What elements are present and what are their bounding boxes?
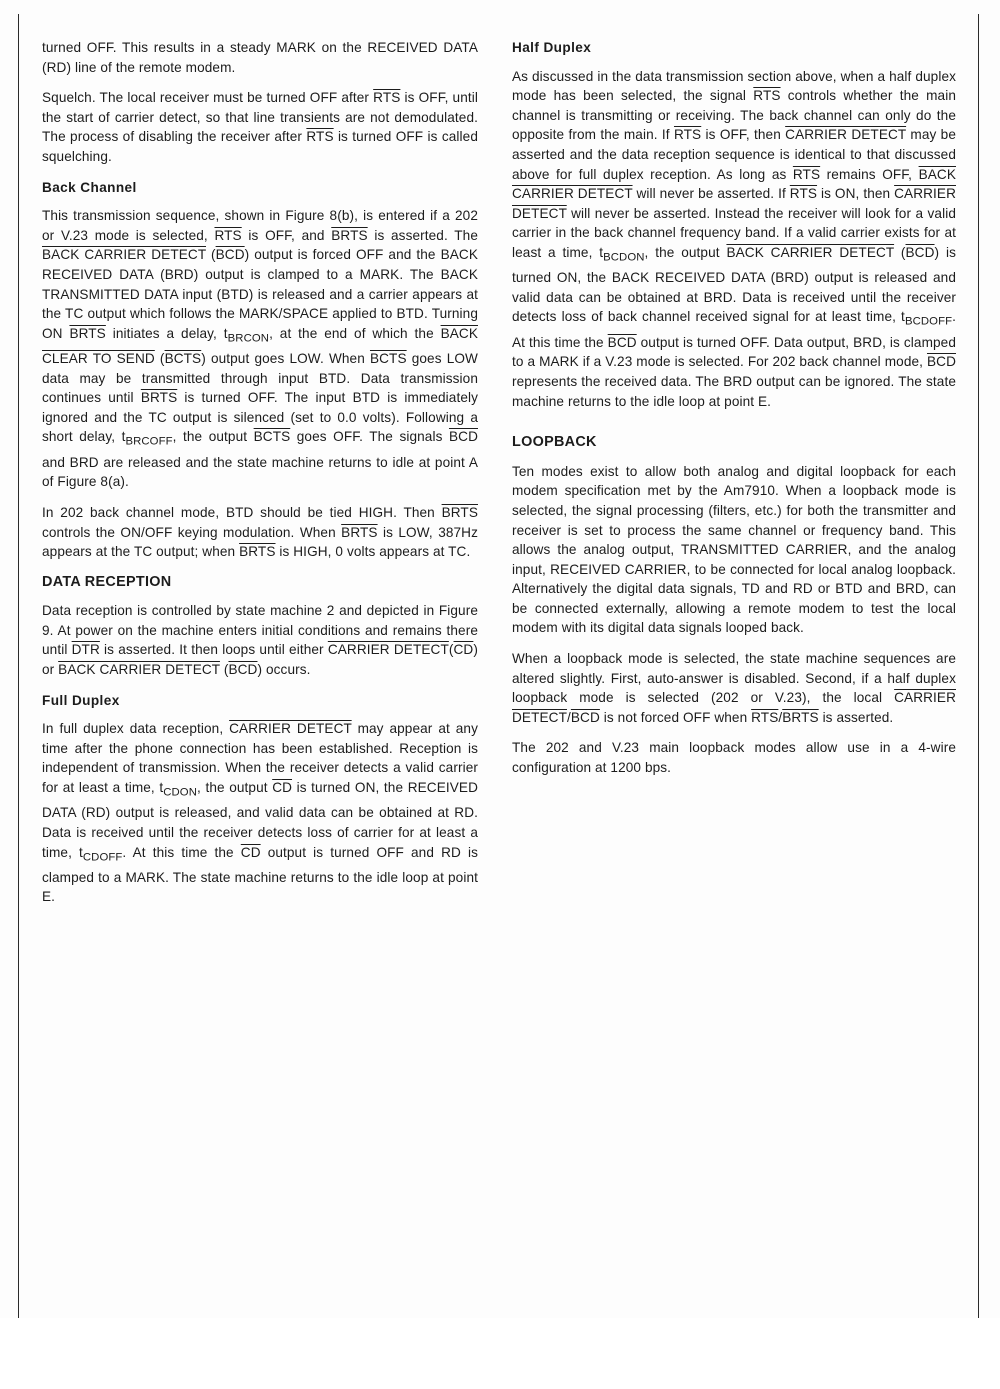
paragraph-squelch: Squelch. The local receiver must be turned OFF after $\overline{RTS}$ is OFF, until the start of carrier detect, so that line transients are not demodulated. The process of disabling the receiver after $\overline{RTS}$ is turned OFF is called squelching. <box>42 90 478 164</box>
paragraph-202-back-channel-mode: In 202 back channel mode, BTD should be tied HIGH. Then BRTS controls the ON/OFF keying modulation. When BRTS is LOW, 387Hz appears at the TC output; when BRTS is HIGH, 0 volts appears at TC. <box>42 504 478 560</box>
paragraph-loopback-sequences: When a loopback mode is selected, the state machine sequences are altered slightly. First, auto-answer is disabled. Second, if a half duplex loopback mode is selected (202 or V.23), the local CARRIER DETECT/$\overline{BCD}$ is not forced OFF when $\overline{RTS}$/BRTS is asserted. <box>512 651 956 725</box>
paragraph-data-reception: Data reception is controlled by state machine 2 and depicted in Figure 9. At power on the machine enters initial conditions and remains there until $\overline{DTR}$ is asserted. It then loops until either CARRIER $DETECT(\overline{CD})$ or BACK CARRIER DETECT $(\overline{BCD})$ occurs. <box>42 603 478 678</box>
left-column <box>42 38 478 918</box>
paragraph-full-duplex: In full duplex data reception, CARRIER DETECT may appear at any time after the phone connection has been established. Reception is independent of transmission. When the receiver detects a valid carrier for at least a time, $t_{CDON}$, the output $\overline{CD}$ is turned ON, the RECEIVED DATA (RD) output is released, and valid data can be obtained at RD. Data is received until the receiver detects loss of carrier for at least a time, $t_{CDOFF}$. At this time the $\overline{CD}$ output is turned OFF and RD is clamped to a MARK. The state machine returns to the idle loop at point E. <box>42 721 478 905</box>
heading-half-duplex: Half Duplex <box>512 40 592 55</box>
right-column <box>512 38 956 789</box>
heading-back-channel: Back Channel <box>42 179 137 195</box>
heading-full-duplex: Full Duplex <box>42 692 120 708</box>
right-border-line <box>978 14 979 1318</box>
paragraph-half-duplex: As discussed in the data transmission section above, when a half duplex mode has been selected, the signal $\overline{RTS}$ controls whether the main channel is transmitting or receiving. The back channel can only do the opposite from the main. If $\overline{RTS}$ is OFF, then CARRIER DETECT may be asserted and the data reception sequence is identical to that discussed above for full duplex reception. As long as $\overline{RTS}$ remains OFF, BACK CARRIER DETECT will never be asserted. If $\overline{RTS}$ is ON, then CARRIER DETECT will never be asserted. Instead the receiver will look for a valid carrier in the back channel frequency band. If a valid carrier exists for at least a time, $t_{BCDON}$, the output BACK CARRIER DETECT $(\overline{BCD})$ is turned ON, the BACK RECEIVED DATA (BRD) output is released and valid data can be obtained at BRD. Data is received until the receiver detects loss of back channel received signal for at least time, $t_{BCDOFF}$. At this time the $\overline{BCD}$ output is turned OFF. Data output, BRD, is clamped to a MARK if a V.23 mode is selected. For 202 back channel mode, $\overline{BCD}$ represents the received data. The BRD output can be ignored. The state machine returns to the idle loop at point E. <box>512 68 956 409</box>
left-border-line <box>18 14 19 1318</box>
paragraph-4-wire: The 202 and V.23 main loopback modes allow use in a 4-wire configuration at 1200 bps. <box>512 740 956 776</box>
heading-data-reception: DATA RECEPTION <box>42 573 172 590</box>
paragraph-continuation: turned OFF. This results in a steady MARK on the RECEIVED DATA (RD) line of the remote modem. <box>42 40 478 75</box>
paragraph-back-channel: This transmission sequence, shown in Figure 8(b), is entered if a 202 or V.23 mode is selected, $\overline{RTS}$ is OFF, and BRTS is asserted. The BACK CARRIER DETECT $(\overline{BCD})$ output is forced OFF and the BACK RECEIVED DATA (BRD) output is clamped to a MARK. The BACK TRANSMITTED DATA input (BTD) is released and a carrier appears at the TC output which follows the MARK/SPACE applied to BTD. Turning ON BRTS initiates a delay, $t_{BRCON}$, at the end of which the BACK CLEAR TO SEND (BCTS) output goes LOW. When BCTS goes LOW data may be transmitted through input BTD. Data transmission continues until BRTS is turned OFF. The input BTD is immediately ignored and the TC output is silenced (set to 0.0 volts). Following a short delay, $t_{BRCOFF}$, the output BCTS goes OFF. The signals $\overline{BCD}$ and BRD are released and the state machine returns to idle at point A of Figure 8(a). <box>42 208 478 490</box>
paragraph-loopback-modes: Ten modes exist to allow both analog and digital loopback for each modem specification met by the Am7910. When a loopback mode is selected, the signal processing (filters, etc.) for both the transmitter and receiver is set to process the same channel or frequency band. This allows the analog output, TRANSMITTED CARRIER, and the analog input, RECEIVED CARRIER, to be connected for local analog loopback. Alternatively the digital data signals, TD and RD or BTD and BRD, can be connected externally, allowing a remote modem to test the local modem with its digital data signals looped back. <box>512 463 956 636</box>
heading-loopback: LOOPBACK <box>512 434 597 451</box>
